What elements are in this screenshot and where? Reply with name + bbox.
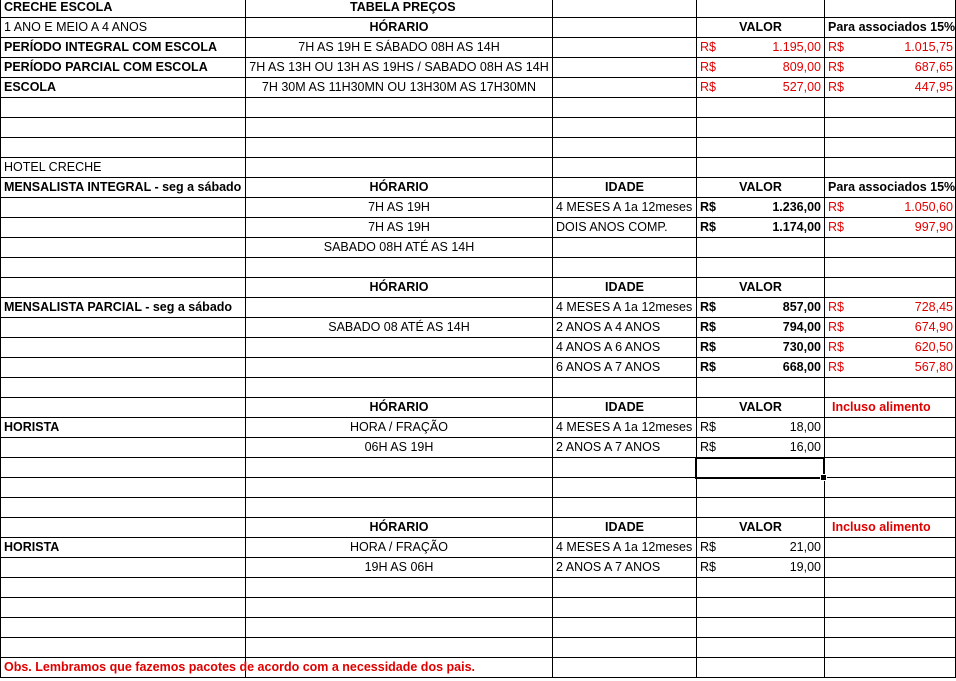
cell-r12b[interactable]: 7H AS 19H <box>368 220 430 234</box>
cell-r13b[interactable]: SABADO 08H ATÉ AS 14H <box>323 240 475 254</box>
cell-r29e[interactable]: 19,00 <box>789 560 821 574</box>
cell-r34a[interactable]: Obs. Lembramos que fazemos pacotes de acordo com a necessidade dos pais. <box>4 660 475 674</box>
cell-r15c[interactable]: IDADE <box>605 280 644 294</box>
row-divider <box>0 637 956 638</box>
cell-r11f[interactable]: R$ <box>828 200 844 214</box>
cell-r4c[interactable]: R$ <box>700 60 716 74</box>
cell-r4a[interactable]: PERÍODO PARCIAL COM ESCOLA <box>4 60 208 74</box>
cell-r3d[interactable]: 1.195,00 <box>772 40 821 54</box>
cell-r21b[interactable]: HÓRARIO <box>369 400 429 414</box>
row-divider <box>0 617 956 618</box>
cell-r1b[interactable]: TABELA PREÇOS <box>350 0 456 14</box>
cell-r22c[interactable]: 4 MESES A 1a 12meses <box>556 420 693 434</box>
cell-r22e[interactable]: 18,00 <box>789 420 821 434</box>
cell-r28d[interactable]: R$ <box>700 540 716 554</box>
cell-r16a[interactable]: MENSALISTA PARCIAL - seg a sábado <box>4 300 233 314</box>
cell-r11e[interactable]: 1.236,00 <box>772 200 821 214</box>
cell-r2c[interactable]: VALOR <box>739 20 782 34</box>
cell-r1a[interactable]: CRECHE ESCOLA <box>4 0 113 14</box>
cell-r10d[interactable]: VALOR <box>739 180 782 194</box>
cell-r29d[interactable]: R$ <box>700 560 716 574</box>
cell-r17g[interactable]: 674,90 <box>914 320 953 334</box>
cell-r5f[interactable]: 447,95 <box>914 80 953 94</box>
cell-r4f[interactable]: 687,65 <box>914 60 953 74</box>
cell-r28e[interactable]: 21,00 <box>789 540 821 554</box>
cell-r22a[interactable]: HORISTA <box>4 420 60 434</box>
cell-r3c[interactable]: R$ <box>700 40 716 54</box>
cell-r15b[interactable]: HÓRARIO <box>369 280 429 294</box>
cell-r19d[interactable]: R$ <box>700 360 716 374</box>
cell-r2d[interactable]: Para associados 15% <box>828 20 956 34</box>
cell-r18c[interactable]: 4 ANOS A 6 ANOS <box>556 340 661 354</box>
cell-r10c[interactable]: IDADE <box>605 180 644 194</box>
cell-r16c[interactable]: 4 MESES A 1a 12meses <box>556 300 693 314</box>
cell-r22b[interactable]: HORA / FRAÇÃO <box>350 420 448 434</box>
cell-r5b[interactable]: 7H 30M AS 11H30MN OU 13H30M AS 17H30MN <box>261 80 537 94</box>
cell-r4d[interactable]: 809,00 <box>782 60 821 74</box>
cell-r10b[interactable]: HÓRARIO <box>369 180 429 194</box>
cell-r2a[interactable]: 1 ANO E MEIO A 4 ANOS <box>4 20 148 34</box>
selected-cell[interactable] <box>695 457 825 479</box>
cell-r16e[interactable]: 857,00 <box>782 300 821 314</box>
cell-r19c[interactable]: 6 ANOS A 7 ANOS <box>556 360 661 374</box>
cell-r27b[interactable]: HÓRARIO <box>369 520 429 534</box>
cell-r10a[interactable]: MENSALISTA INTEGRAL - seg a sábado <box>4 180 242 194</box>
row-divider <box>0 117 956 118</box>
cell-r28c[interactable]: 4 MESES A 1a 12meses <box>556 540 693 554</box>
cell-r23c[interactable]: 2 ANOS A 7 ANOS <box>556 440 661 454</box>
column-divider <box>0 0 1 678</box>
cell-r17b[interactable]: SABADO 08 ATÉ AS 14H <box>328 320 470 334</box>
cell-r12d[interactable]: R$ <box>700 220 716 234</box>
cell-r18d[interactable]: R$ <box>700 340 716 354</box>
cell-r19f[interactable]: R$ <box>828 360 844 374</box>
cell-r2b[interactable]: HÓRARIO <box>369 20 429 34</box>
cell-r16g[interactable]: 728,45 <box>914 300 953 314</box>
cell-r3a[interactable]: PERÍODO INTEGRAL COM ESCOLA <box>4 40 217 54</box>
cell-r9a[interactable]: HOTEL CRECHE <box>4 160 102 174</box>
cell-r17d[interactable]: R$ <box>700 320 716 334</box>
cell-r3e[interactable]: R$ <box>828 40 844 54</box>
cell-r19g[interactable]: 567,80 <box>914 360 953 374</box>
cell-r23d[interactable]: R$ <box>700 440 716 454</box>
cell-r5c[interactable]: R$ <box>700 80 716 94</box>
cell-r5d[interactable]: 527,00 <box>782 80 821 94</box>
cell-r27e[interactable]: Incluso alimento <box>832 520 931 534</box>
cell-r4b[interactable]: 7H AS 13H OU 13H AS 19HS / SABADO 08H AS 14H <box>249 60 549 74</box>
cell-r17e[interactable]: 794,00 <box>782 320 821 334</box>
cell-r18f[interactable]: R$ <box>828 340 844 354</box>
cell-r28a[interactable]: HORISTA <box>4 540 60 554</box>
cell-r12e[interactable]: 1.174,00 <box>772 220 821 234</box>
cell-r4e[interactable]: R$ <box>828 60 844 74</box>
cell-r28b[interactable]: HORA / FRAÇÃO <box>350 540 448 554</box>
cell-r18e[interactable]: 730,00 <box>782 340 821 354</box>
cell-r29c[interactable]: 2 ANOS A 7 ANOS <box>556 560 661 574</box>
cell-r16f[interactable]: R$ <box>828 300 844 314</box>
cell-r21e[interactable]: Incluso alimento <box>832 400 931 414</box>
cell-r17c[interactable]: 2 ANOS A 4 ANOS <box>556 320 661 334</box>
cell-r29b[interactable]: 19H AS 06H <box>364 560 434 574</box>
row-divider <box>0 597 956 598</box>
cell-r21d[interactable]: VALOR <box>739 400 782 414</box>
cell-r12c[interactable]: DOIS ANOS COMP. <box>556 220 668 234</box>
cell-r15d[interactable]: VALOR <box>739 280 782 294</box>
cell-r16d[interactable]: R$ <box>700 300 716 314</box>
cell-r23e[interactable]: 16,00 <box>789 440 821 454</box>
cell-r18g[interactable]: 620,50 <box>914 340 953 354</box>
cell-r12g[interactable]: 997,90 <box>914 220 953 234</box>
cell-r27d[interactable]: VALOR <box>739 520 782 534</box>
row-divider <box>0 137 956 138</box>
cell-r12f[interactable]: R$ <box>828 220 844 234</box>
cell-r17f[interactable]: R$ <box>828 320 844 334</box>
cell-r11g[interactable]: 1.050,60 <box>904 200 953 214</box>
cell-r5a[interactable]: ESCOLA <box>4 80 57 94</box>
cell-r23b[interactable]: 06H AS 19H <box>364 440 434 454</box>
cell-r21c[interactable]: IDADE <box>605 400 644 414</box>
row-divider <box>0 497 956 498</box>
cell-r19e[interactable]: 668,00 <box>782 360 821 374</box>
cell-r10e[interactable]: Para associados 15% <box>828 180 956 194</box>
cell-r5e[interactable]: R$ <box>828 80 844 94</box>
cell-r11d[interactable]: R$ <box>700 200 716 214</box>
cell-r3b[interactable]: 7H AS 19H E SÁBADO 08H AS 14H <box>298 40 500 54</box>
cell-r11b[interactable]: 7H AS 19H <box>368 200 430 214</box>
cell-r11c[interactable]: 4 MESES A 1a 12meses <box>556 200 693 214</box>
cell-r22d[interactable]: R$ <box>700 420 716 434</box>
cell-r3f[interactable]: 1.015,75 <box>904 40 953 54</box>
cell-r27c[interactable]: IDADE <box>605 520 644 534</box>
